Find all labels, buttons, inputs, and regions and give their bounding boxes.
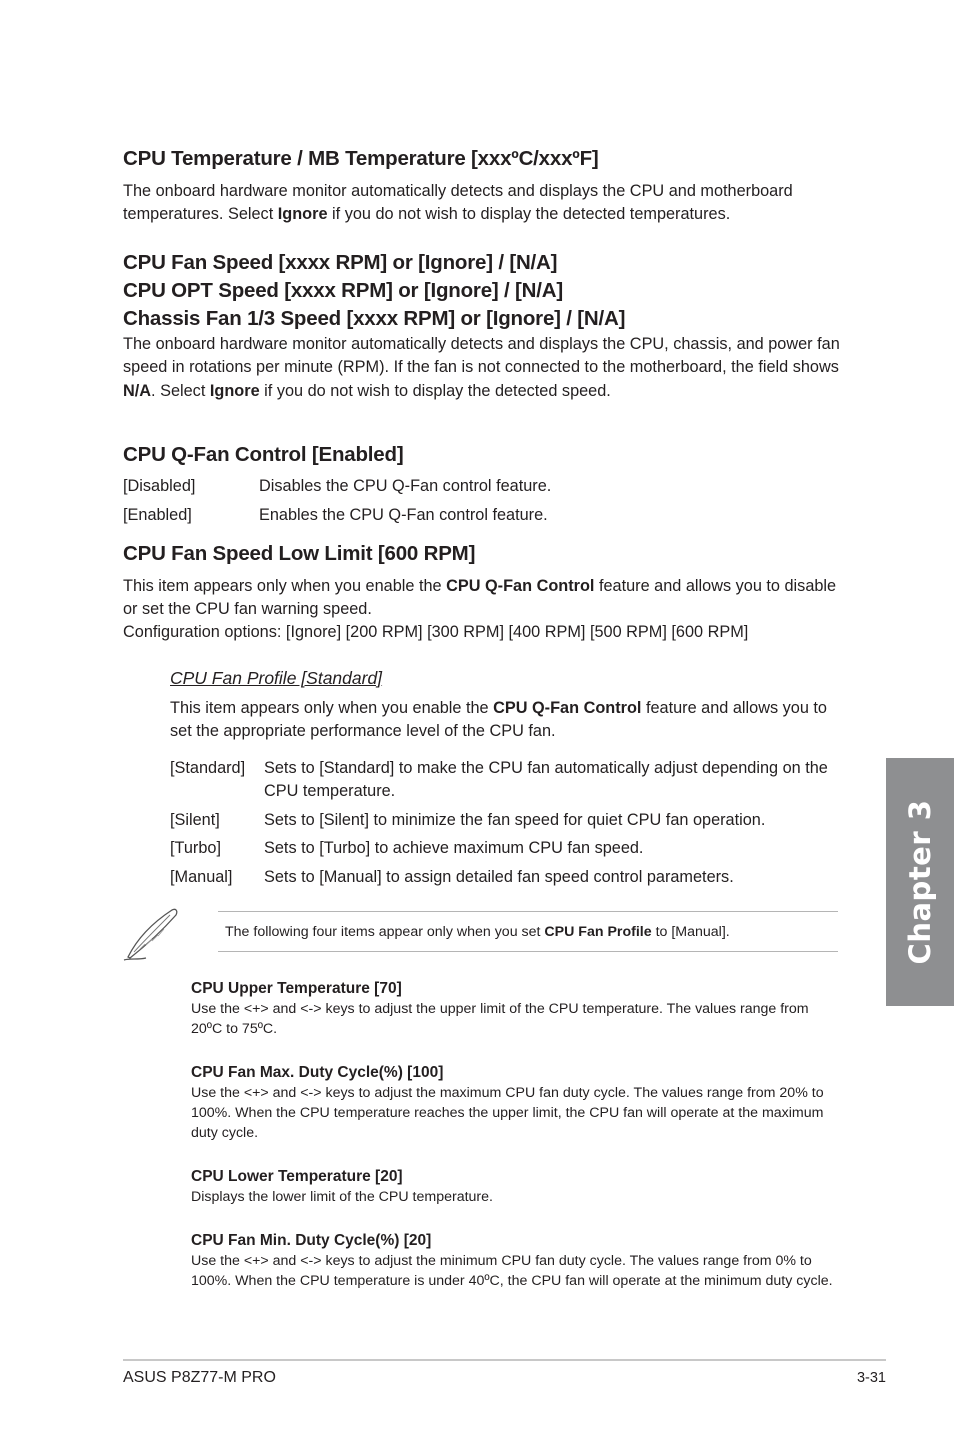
text: feature and allows you to set the appropriate performance level of the CPU fan. — [170, 699, 827, 741]
footer-product: ASUS P8Z77-M PRO — [123, 1369, 276, 1386]
heading-chassis-fan-speed: Chassis Fan 1/3 Speed [xxxx RPM] or [Ignore] / [N/A] — [123, 307, 626, 330]
text: . Select — [151, 381, 210, 400]
manual-item-body: Use the <+> and <-> keys to adjust the minimum CPU fan duty cycle. The values range from 0% to 100%. When the CPU temperature is under 40ºC, the CPU fan will operate at the minimum duty cycle. — [191, 1253, 833, 1290]
text: The onboard hardware monitor automatically detects and displays the CPU, chassis, and power fan speed in rotations per minute (RPM). If the fan is not connected to the motherboard, the field shows — [123, 335, 840, 377]
heading-cpu-fan-speed: CPU Fan Speed [xxxx RPM] or [Ignore] / [N/A] — [123, 251, 558, 274]
text: This item appears only when you enable the — [170, 699, 494, 717]
note-text — [225, 922, 730, 942]
text: The following four items appear only when you set — [225, 924, 545, 940]
heading-cpu-opt-speed: CPU OPT Speed [xxxx RPM] or [Ignore] / [N/A] — [123, 279, 563, 302]
temperature-description — [123, 180, 843, 227]
option-desc-standard: Sets to [Standard] to make the CPU fan automatically adjust depending on the CPU temperature. — [264, 759, 828, 801]
footer-page-number: 3-31 — [856, 1370, 886, 1386]
manual-item-title: CPU Upper Temperature [70] — [191, 980, 402, 997]
fan-speed-description — [123, 333, 843, 403]
option-key-enabled: [Enabled] — [123, 506, 192, 524]
option-desc-manual: Sets to [Manual] to assign detailed fan speed control parameters. — [264, 868, 734, 886]
chapter-side-tab — [886, 758, 954, 1006]
pen-note-icon — [120, 905, 182, 963]
bold-term: N/A — [123, 381, 152, 400]
text: if you do not wish to display the detected temperatures. — [327, 205, 731, 224]
low-limit-description — [123, 575, 843, 622]
chapter-label: Chapter 3 — [903, 799, 937, 965]
option-key-manual: [Manual] — [170, 868, 233, 886]
bold-term: CPU Q-Fan Control — [493, 699, 642, 717]
subheading-cpu-fan-profile: CPU Fan Profile [Standard] — [170, 668, 383, 688]
option-key-disabled: [Disabled] — [123, 477, 196, 495]
fan-profile-description — [170, 697, 845, 744]
option-desc-turbo: Sets to [Turbo] to achieve maximum CPU fan speed. — [264, 839, 644, 857]
option-key-turbo: [Turbo] — [170, 839, 221, 857]
bold-term: CPU Fan Profile — [544, 924, 652, 940]
low-limit-config-options: Configuration options: [Ignore] [200 RPM] [300 RPM] [400 RPM] [500 RPM] [600 RPM] — [123, 623, 749, 641]
text: to [Manual]. — [651, 924, 730, 940]
text: This item appears only when you enable the — [123, 577, 447, 595]
heading-cpu-mb-temperature: CPU Temperature / MB Temperature [xxxºC/xxxºF] — [123, 147, 599, 170]
note-rule-top — [218, 911, 838, 912]
text: if you do not wish to display the detected speed. — [259, 381, 611, 400]
manual-item-body: Displays the lower limit of the CPU temperature. — [191, 1189, 493, 1205]
text: feature and allows you to disable or set the CPU fan warning speed. — [123, 577, 837, 619]
bold-term: CPU Q-Fan Control — [446, 577, 595, 595]
note-rule-bottom — [218, 951, 838, 952]
option-desc-disabled: Disables the CPU Q-Fan control feature. — [259, 477, 552, 495]
manual-item-title: CPU Lower Temperature [20] — [191, 1168, 403, 1185]
heading-cpu-fan-low-limit: CPU Fan Speed Low Limit [600 RPM] — [123, 542, 476, 565]
manual-item-body: Use the <+> and <-> keys to adjust the upper limit of the CPU temperature. The values range from 20ºC to 75ºC. — [191, 1001, 809, 1038]
manual-item-title: CPU Fan Max. Duty Cycle(%) [100] — [191, 1064, 444, 1081]
bold-term: Ignore — [209, 381, 260, 400]
footer-rule — [123, 1359, 886, 1361]
option-key-standard: [Standard] — [170, 759, 246, 777]
text: The onboard hardware monitor automatically detects and displays the CPU and motherboard temperatures. Select — [123, 182, 793, 224]
heading-cpu-qfan-control: CPU Q-Fan Control [Enabled] — [123, 443, 404, 466]
manual-item-title: CPU Fan Min. Duty Cycle(%) [20] — [191, 1232, 432, 1249]
manual-item-body: Use the <+> and <-> keys to adjust the maximum CPU fan duty cycle. The values range from 20% to 100%. When the CPU temperature reaches the upper limit, the CPU fan will operate at the maximum duty cycle. — [191, 1085, 824, 1142]
bold-term: Ignore — [277, 205, 328, 224]
option-desc-silent: Sets to [Silent] to minimize the fan speed for quiet CPU fan operation. — [264, 811, 766, 829]
option-key-silent: [Silent] — [170, 811, 220, 829]
option-desc-enabled: Enables the CPU Q-Fan control feature. — [259, 506, 548, 524]
